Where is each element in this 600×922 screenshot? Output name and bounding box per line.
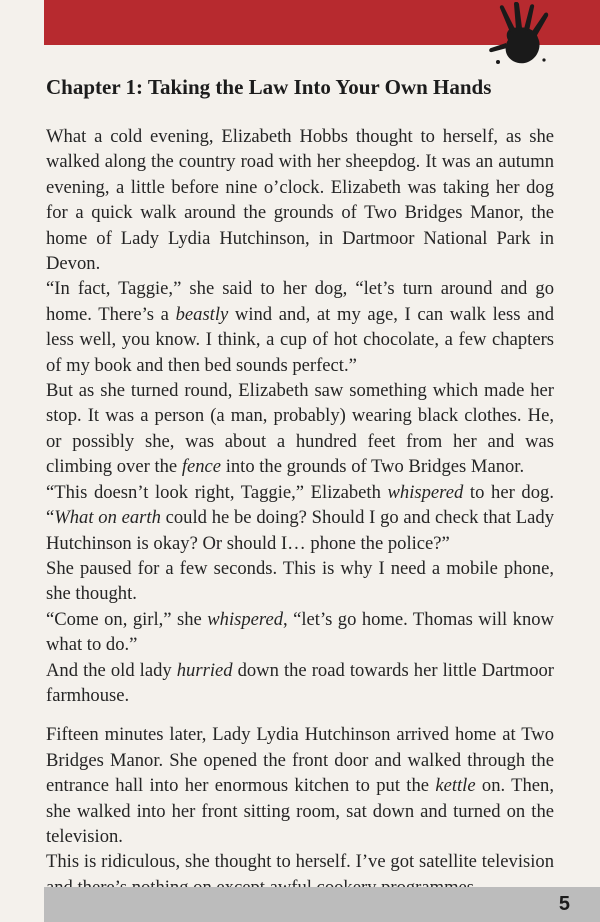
paragraph: She paused for a few seconds. This is why I need a mobile phone, she thought. bbox=[46, 557, 554, 605]
paragraph: But as she turned round, Elizabeth saw something which made her stop. It was a person (a man, probably) wearing black clothes. He, or possibly she, was about a hundred feet from her and was climbing over the fence into the grounds of Two Bridges Manor. bbox=[46, 380, 554, 478]
paragraph: And the old lady hurried down the road towards her little Dartmoor farmhouse. bbox=[46, 659, 554, 706]
paragraph: “In fact, Taggie,” she said to her dog, “let’s turn around and go home. There’s a beastly wind and, at my age, I can walk less and less well, you know. I think, a cup of hot chocolate, a few chapters of my book and then bed sounds perfect.” bbox=[46, 278, 554, 376]
paragraph: Fifteen minutes later, Lady Lydia Hutchinson arrived home at Two Bridges Manor. She opened the front door and walked through the entrance hall into her enormous kitchen to put the kettle on. Then, she walked into her front sitting room, sat down and turned on the television. bbox=[46, 724, 554, 847]
chapter-title: Chapter 1: Taking the Law Into Your Own Hands bbox=[46, 75, 492, 99]
page-number: 5 bbox=[558, 893, 570, 915]
handprint-icon bbox=[486, 2, 556, 70]
paragraph: “This doesn’t look right, Taggie,” Elizabeth whispered to her dog. “What on earth could he be doing? Should I go and check that Lady Hutchinson is okay? Or should I… phone the police?” bbox=[46, 481, 554, 554]
paragraph: “Come on, girl,” she whispered, “let’s go home. Thomas will know what to do.” bbox=[46, 608, 554, 656]
paragraph: What a cold evening, Elizabeth Hobbs thought to herself, as she walked along the country road with her sheepdog. It was an autumn evening, a little before nine o’clock. Elizabeth was taking her dog for a quick walk around the grounds of Two Bridges Manor, the home of Lady Lydia Hutchinson, in Dartmoor National Park in Devon. bbox=[46, 126, 554, 275]
body-text bbox=[46, 124, 554, 900]
paragraph: This is ridiculous, she thought to herself. I’ve got satellite television bbox=[46, 851, 554, 873]
footer-band bbox=[44, 887, 600, 922]
